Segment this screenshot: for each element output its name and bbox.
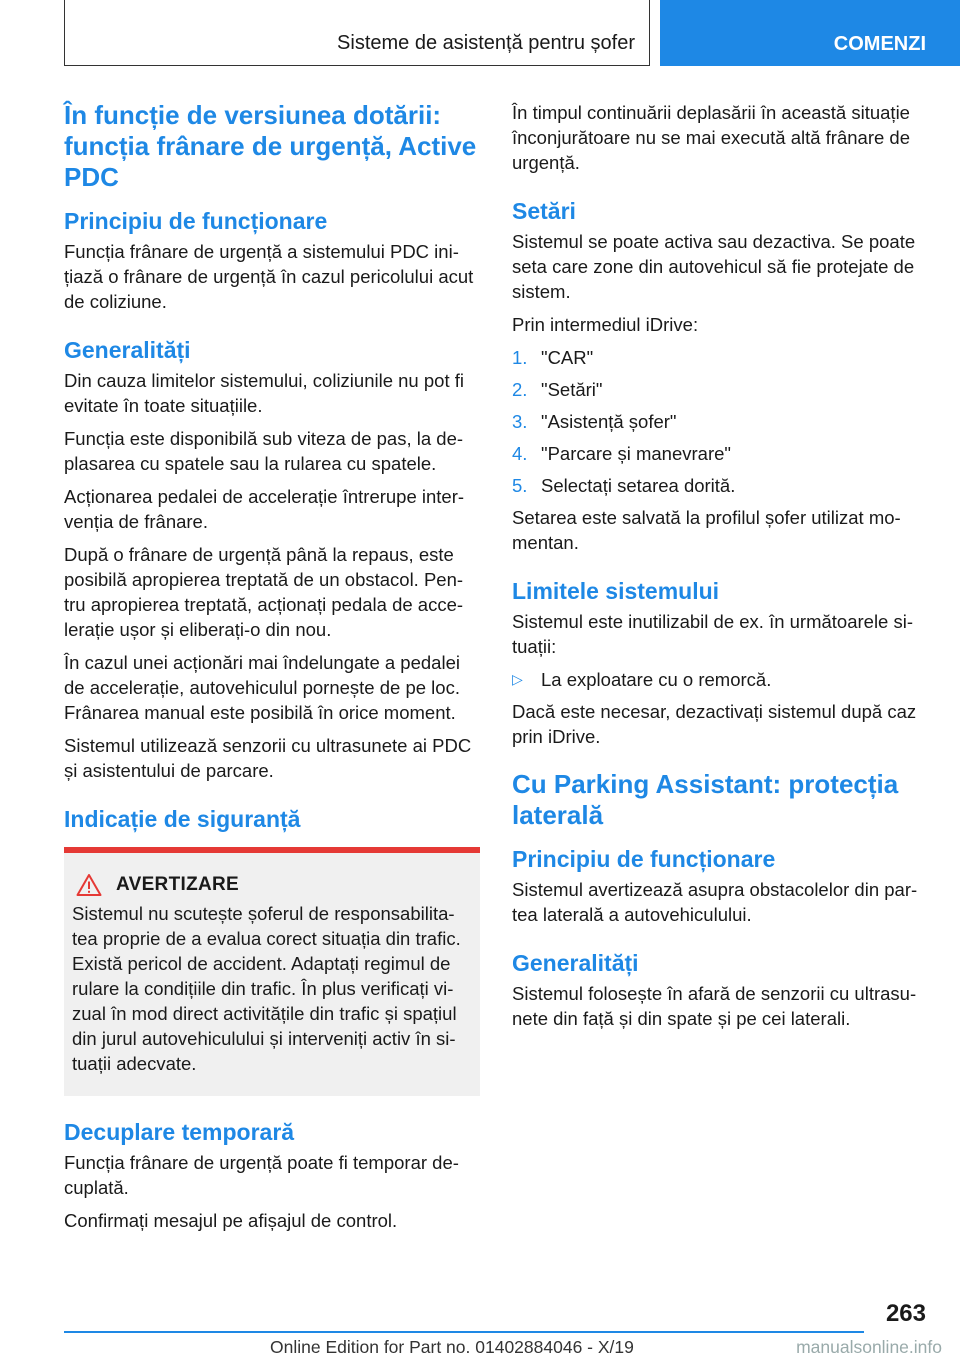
- paragraph: În timpul continuării deplasării în această situație înconjurătoare nu se mai execută altă frânare de urgență.: [512, 102, 910, 173]
- heading-generalitati-2: Generalități: [512, 950, 639, 976]
- header-chapter-tab: [660, 0, 960, 66]
- paragraph: Sistemul folosește în afară de senzorii cu ultrasu-nete din față și din spate și pe cei laterali.: [512, 983, 917, 1029]
- list-item: [512, 409, 928, 434]
- paragraph: Acționarea pedalei de accelerație întrerupe inter-venția de frânare.: [64, 486, 465, 532]
- paragraph: Funcția este disponibilă sub viteza de pas, la de-plasarea cu spatele sau la rularea cu spatele.: [64, 428, 464, 474]
- paragraph: Confirmați mesajul pe afișajul de control.: [64, 1210, 398, 1231]
- step-text: "Asistență șofer": [541, 411, 677, 432]
- step-number: 2.: [512, 379, 528, 400]
- list-item: [512, 667, 928, 692]
- heading-generalitati: Generalități: [64, 337, 191, 363]
- paragraph: Funcția frânare de urgență poate fi temporar de-cuplată.: [64, 1152, 459, 1198]
- warning-header: [72, 873, 472, 897]
- paragraph: În cazul unei acționări mai îndelungate a pedalei de accelerație, autovehiculul pornește de pe loc. Frânarea manual este posibilă în orice moment.: [64, 652, 460, 723]
- main-heading-side-protection: Cu Parking Assistant: protecția laterală: [512, 769, 899, 830]
- list-item: [512, 377, 928, 402]
- heading-setari: Setări: [512, 198, 576, 224]
- list-item: [512, 345, 928, 370]
- footer-watermark: manualsonline.info: [796, 1337, 942, 1357]
- page-number: 263: [885, 1300, 926, 1327]
- paragraph: Funcția frânare de urgență a sistemului PDC ini-țiază o frânare de urgență în cazul pericolului acut de coliziune.: [64, 241, 474, 312]
- right-column: [512, 100, 928, 1039]
- paragraph: Setarea este salvată la profilul șofer utilizat mo-mentan.: [512, 507, 901, 553]
- step-number: 5.: [512, 475, 528, 496]
- paragraph: Sistemul utilizează senzorii cu ultrasunete ai PDC și asistentului de parcare.: [64, 735, 472, 781]
- limits-list: [512, 667, 928, 692]
- heading-indicatie: Indicație de siguranță: [64, 806, 301, 832]
- paragraph: Dacă este necesar, dezactivați sistemul după caz prin iDrive.: [512, 701, 917, 747]
- heading-principiu: Principiu de funcționare: [64, 208, 328, 234]
- paragraph: Sistemul avertizează asupra obstacolelor din par-tea laterală a autovehiculului.: [512, 879, 918, 925]
- heading-decuplare: Decuplare temporară: [64, 1119, 295, 1145]
- warning-box: [64, 847, 480, 1096]
- step-number: 4.: [512, 443, 528, 464]
- step-number: 1.: [512, 347, 528, 368]
- main-heading-emergency-braking: În funcție de versiunea dotării: funcția frânare de urgență, Active PDC: [64, 100, 477, 192]
- triangle-bullet-icon: ▷: [512, 671, 523, 687]
- step-text: "Setări": [541, 379, 603, 400]
- heading-limite: Limitele sistemului: [512, 578, 720, 604]
- warning-triangle-icon: [76, 873, 102, 897]
- step-text: "CAR": [541, 347, 594, 368]
- heading-principiu-2: Principiu de funcționare: [512, 846, 776, 872]
- list-item: [512, 473, 928, 498]
- paragraph: Sistemul se poate activa sau dezactiva. Se poate seta care zone din autovehicul să fie protejate de sistem.: [512, 231, 916, 302]
- footer-divider: [64, 1331, 864, 1333]
- paragraph: Prin intermediul iDrive:: [512, 314, 699, 335]
- paragraph: După o frânare de urgență până la repaus, este posibilă apropierea treptată de un obstacol. Pen-tru apropierea treptată, acționați pedala de acce-lerație ușor și eliberați-o din nou.: [64, 544, 464, 640]
- list-item: [512, 441, 928, 466]
- step-text: Selectați setarea dorită.: [541, 475, 736, 496]
- left-column: [64, 100, 480, 1241]
- idrive-steps-list: [512, 345, 928, 498]
- header-section-tab: [64, 0, 650, 66]
- paragraph: Sistemul este inutilizabil de ex. în următoarele si-tuații:: [512, 611, 914, 657]
- header-section-title: Sisteme de asistență pentru șofer: [337, 32, 635, 54]
- warning-text: Sistemul nu scutește șoferul de responsabilita-tea proprie de a evalua corect situația din trafic. Există pericol de accident. Adaptați regimul de rulare la condițiile din trafic. În plus verificați vi-zual în mod direct activitățile din trafic și spațiul din jurul autovehiculului și interveniți activ în si-tuații adecvate.: [72, 903, 461, 1074]
- paragraph: Din cauza limitelor sistemului, coliziunile nu pot fi evitate în toate situațiile.: [64, 370, 464, 416]
- header-chapter-title: COMENZI: [833, 33, 926, 55]
- warning-title: AVERTIZARE: [116, 874, 239, 895]
- footer-edition: Online Edition for Part no. 01402884046 - X/19: [270, 1337, 634, 1357]
- step-number: 3.: [512, 411, 528, 432]
- step-text: "Parcare și manevrare": [541, 443, 731, 464]
- bullet-text: La exploatare cu o remorcă.: [541, 669, 772, 690]
